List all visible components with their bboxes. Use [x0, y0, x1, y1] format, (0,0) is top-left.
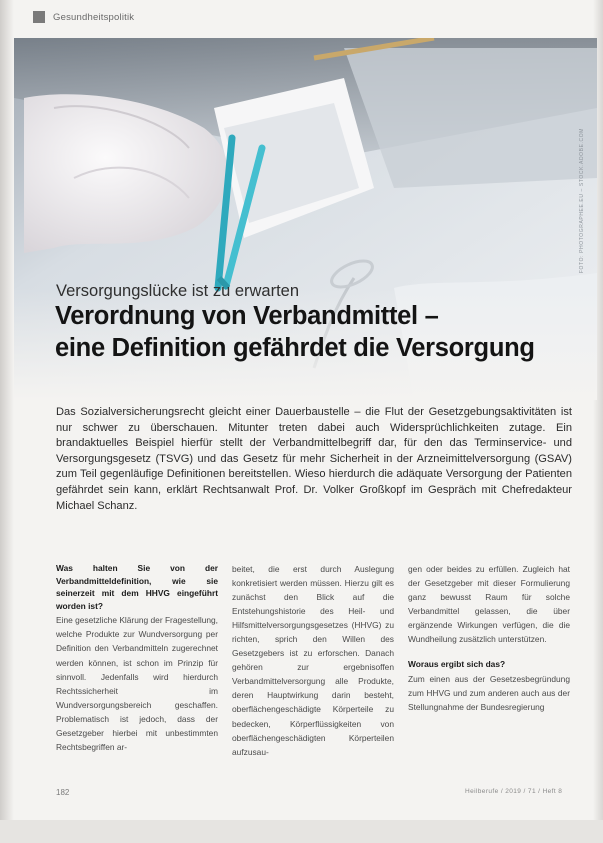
- interview-answer: Eine gesetzliche Klärung der Fragestellung, welche Produkte zur Wundversorgung per Definition den Verbandmitteln zugerechnet werden können, ist schon im Prinzip für sinnvoll. Jedenfalls wird hierdurch Rechtssicherheit im Wundversorgungsbereich geschaffen. Problematisch ist jedoch, dass der Gesetzgeber hierbei mit unbestimmten Rechtsbegriffen ar-: [56, 615, 219, 752]
- interview-answer: Zum einen aus der Gesetzesbegründung zum HHVG und zum anderen auch aus der Stellungnahme der Bundesregierung: [408, 673, 570, 712]
- body-column-3: [408, 562, 570, 759]
- interview-answer-continued: beitet, die erst durch Auslegung konkretisiert werden müssen. Hierzu gilt es zunächst den Blick auf die Entstehungshistorie des Heil- und Hilfsmittelversorgungsgesetzes (HHVG) zu richten, sprich den Willen des Gesetzgebers ist zu erforschen. Danach gehören zur ergebnisoffen Verbandmittelversorgung alle Produkte, deren Hauptwirkung darin besteht, oberflächengeschädigte Körperteile zu bedecken, Körperflüssigkeiten von oberflächengeschädigten Körperteilen aufzusau-: [232, 564, 394, 757]
- interview-question: Was halten Sie von der Verbandmitteldefinition, wie sie seinerzeit mit dem HHVG eingeführt worden ist?: [56, 563, 218, 611]
- article-headline: [55, 300, 575, 364]
- body-column-2: [232, 562, 394, 759]
- section-label: Gesundheitspolitik: [53, 11, 135, 23]
- article-kicker: Versorgungslücke ist zu erwarten: [56, 282, 300, 300]
- headline-line-1: Verordnung von Verbandmittel –: [55, 302, 439, 330]
- scan-shadow-left: [0, 0, 14, 843]
- body-column-1: [56, 562, 218, 759]
- scan-bottom-edge: [0, 820, 603, 843]
- interview-answer-continued: gen oder beides zu erfüllen. Zugleich hat der Gesetzgeber mit dieser Formulierung ganz bewusst Raum für solche Verbandmittel gelassen, die über ergänzende Wirkungen verfügen, die die Wundheilung zusätzlich unterstützen.: [408, 564, 570, 645]
- section-header: [33, 11, 134, 23]
- page-number: 182: [56, 788, 70, 797]
- article-intro: Das Sozialversicherungsrecht gleicht einer Dauerbaustelle – die Flut der Gesetzgebungsaktivitäten ist nur schwer zu überschauen. Mitunter treten dabei auch Widersprüchlichkeiten zutage. Ein brandaktuelles Beispiel hierfür stellt der Verbandmittelbegriff dar, für den das Terminservice- und Versorgungsgesetz (TSVG) und das Gesetz für mehr Sicherheit in der Arzneimittelversorgung (GSAV) zum Teil gegenläufige Definitionen bereitstellen. Wieso hierdurch die adäquate Versorgung der Patienten gefährdet sein kann, erklärt Rechtsanwalt Prof. Dr. Volker Großkopf im Gespräch mit Chefredakteur Michael Schanz.: [56, 406, 572, 512]
- photo-credit: FOTO: PHOTOGRAPHEE.EU – STOCK.ADOBE.COM: [579, 128, 585, 274]
- issue-info: Heilberufe / 2019 / 71 / Heft 8: [465, 788, 563, 795]
- interview-question: Woraus ergibt sich das?: [408, 659, 506, 670]
- article-body: [56, 562, 570, 759]
- header-square-icon: [33, 11, 45, 23]
- headline-line-2: eine Definition gefährdet die Versorgung: [55, 334, 535, 362]
